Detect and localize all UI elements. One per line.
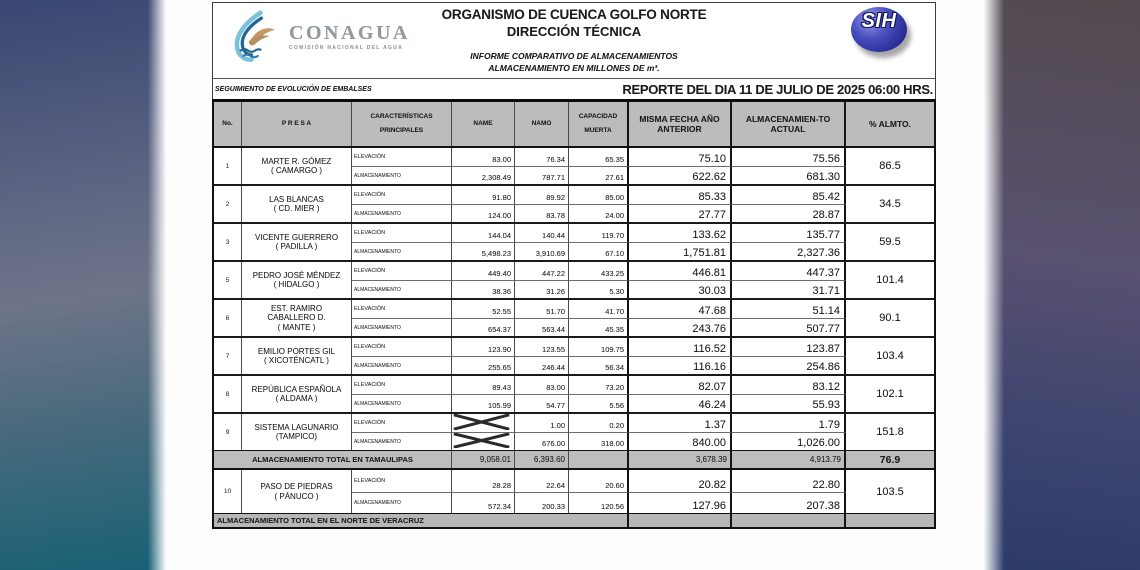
value-name: 144.04: [452, 224, 515, 242]
col-header-name: NAME: [452, 102, 515, 146]
value-namo: 787.71: [515, 166, 569, 184]
total-veracruz-pct: [846, 514, 934, 527]
value-prev: 116.16: [629, 356, 732, 374]
value-namo: 89.92: [515, 186, 569, 204]
value-name: 89.43: [452, 376, 515, 394]
value-namo: 51.70: [515, 300, 569, 318]
conagua-brand-text: CONAGUA: [289, 22, 410, 44]
presa-name: PASO DE PIEDRAS ( PÁNUCO ): [242, 470, 352, 513]
value-prev: 82.07: [629, 376, 732, 394]
total-row-tamaulipas: [214, 450, 934, 470]
row-number: 2: [214, 186, 242, 222]
value-namo: 1.00: [515, 414, 569, 432]
row-number: 7: [214, 338, 242, 374]
report-units: ALMACENAMIENTO EN MILLONES DE m³.: [488, 63, 660, 73]
presa-name: REPÚBLICA ESPAÑOLA ( ALDAMA ): [242, 376, 352, 412]
value-namo: 246.44: [515, 356, 569, 374]
row-type-label: ALMACENAMIENTO: [352, 280, 452, 298]
value-namo: 200.33: [515, 492, 569, 514]
row-type-label: ALMACENAMIENTO: [352, 204, 452, 222]
col-header-misma-line2: ANTERIOR: [657, 124, 702, 134]
storage-table: [212, 99, 936, 529]
table-body-veracruz: [214, 470, 934, 513]
value-act: 2,327.36: [732, 242, 846, 260]
value-namo: 76.34: [515, 148, 569, 166]
value-namo: 3,910.69: [515, 242, 569, 260]
value-cap: 119.70: [569, 224, 629, 242]
presa-row: [214, 300, 934, 338]
value-prev: 243.76: [629, 318, 732, 336]
col-header-misma-line1: MISMA FECHA AÑO: [639, 114, 720, 124]
value-namo: 31.26: [515, 280, 569, 298]
value-act: 681.30: [732, 166, 846, 184]
col-header-capacidad-muerta: [569, 102, 629, 146]
value-namo: 563.44: [515, 318, 569, 336]
crossed-cell: [452, 432, 515, 450]
value-namo: 140.44: [515, 224, 569, 242]
presa-name: VICENTE GUERRERO ( PADILLA ): [242, 224, 352, 260]
value-cap: 120.56: [569, 492, 629, 514]
value-name: 52.55: [452, 300, 515, 318]
conagua-logo: [229, 8, 410, 66]
value-name: 83.00: [452, 148, 515, 166]
value-cap: 0.20: [569, 414, 629, 432]
value-act: 85.42: [732, 186, 846, 204]
value-cap: 24.00: [569, 204, 629, 222]
blurred-background-right: [982, 0, 1140, 570]
presa-name: MARTE R. GÓMEZ ( CAMARGO ): [242, 148, 352, 184]
value-cap: 85.00: [569, 186, 629, 204]
presa-row: [214, 376, 934, 414]
value-cap: 109.75: [569, 338, 629, 356]
col-header-presa: P R E S A: [242, 102, 352, 146]
value-cap: 45.35: [569, 318, 629, 336]
value-act: 51.14: [732, 300, 846, 318]
row-type-label: ALMACENAMIENTO: [352, 394, 452, 412]
row-type-label: ALMACENAMIENTO: [352, 166, 452, 184]
value-act: 507.77: [732, 318, 846, 336]
value-namo: 676.00: [515, 432, 569, 450]
col-header-caracteristicas: [352, 102, 452, 146]
total-tamaulipas-namo: 6,393.60: [515, 451, 569, 468]
value-name: 105.99: [452, 394, 515, 412]
value-name: 124.00: [452, 204, 515, 222]
sih-logo: [851, 7, 907, 52]
col-header-capacidad-line1: CAPACIDAD: [578, 113, 618, 120]
col-header-caracteristicas-line1: CARACTERÍSTICAS: [370, 113, 433, 120]
row-type-label: ELEVACIÓN: [352, 300, 452, 318]
row-type-label: ELEVACIÓN: [352, 376, 452, 394]
value-cap: 41.70: [569, 300, 629, 318]
presa-name: EMILIO PORTES GIL ( XICOTÉNCATL ): [242, 338, 352, 374]
value-act: 1,026.00: [732, 432, 846, 450]
pct-value: 102.1: [876, 388, 904, 400]
total-tamaulipas-name: 9,058.01: [452, 451, 515, 468]
pct-value: 103.4: [876, 350, 904, 362]
row-type-label: ELEVACIÓN: [352, 414, 452, 432]
total-tamaulipas-actual: 4,913.79: [732, 451, 846, 468]
presa-row: [214, 186, 934, 224]
presa-name: EST. RAMIRO CABALLERO D. ( MANTE ): [242, 300, 352, 336]
col-header-actual-line1: ALMACENAMIEN-TO: [745, 114, 831, 124]
value-namo: 83.78: [515, 204, 569, 222]
value-name: 654.37: [452, 318, 515, 336]
blurred-background-left: [0, 0, 168, 570]
col-header-namo: NAMO: [515, 102, 569, 146]
value-name: 38.36: [452, 280, 515, 298]
value-namo: 22.64: [515, 470, 569, 492]
value-act: 207.38: [732, 492, 846, 514]
table-body: [214, 148, 934, 450]
value-act: 31.71: [732, 280, 846, 298]
value-prev: 446.81: [629, 262, 732, 280]
presa-name: PEDRO JOSÉ MÉNDEZ ( HIDALGO ): [242, 262, 352, 298]
row-type-label: ALMACENAMIENTO: [352, 318, 452, 336]
value-act: 28.87: [732, 204, 846, 222]
value-prev: 20.82: [629, 470, 732, 492]
row-number: 1: [214, 148, 242, 184]
masthead: [213, 3, 935, 78]
value-act: 55.93: [732, 394, 846, 412]
value-prev: 85.33: [629, 186, 732, 204]
report-kind: INFORME COMPARATIVO DE ALMACENAMIENTOS: [470, 51, 678, 61]
row-number: 6: [214, 300, 242, 336]
value-act: 1.79: [732, 414, 846, 432]
row-type-label: ALMACENAMIENTO: [352, 492, 452, 514]
value-name: 255.65: [452, 356, 515, 374]
total-veracruz-label: ALMACENAMIENTO TOTAL EN EL NORTE DE VERACRUZ: [214, 514, 629, 527]
value-prev: 840.00: [629, 432, 732, 450]
value-namo: 83.00: [515, 376, 569, 394]
value-name: 449.40: [452, 262, 515, 280]
sih-label: SIH: [861, 10, 897, 32]
row-type-label: ALMACENAMIENTO: [352, 356, 452, 374]
total-tamaulipas-label: ALMACENAMIENTO TOTAL EN TAMAULIPAS: [214, 451, 452, 468]
conagua-tagline: COMISIÓN NACIONAL DEL AGUA: [289, 45, 403, 51]
presa-row: [214, 148, 934, 186]
presa-row: [214, 224, 934, 262]
value-act: 135.77: [732, 224, 846, 242]
value-namo: 447.22: [515, 262, 569, 280]
row-type-label: ELEVACIÓN: [352, 186, 452, 204]
presa-row: [214, 262, 934, 300]
total-tamaulipas-prev: 3,678.39: [629, 451, 732, 468]
row-number: 8: [214, 376, 242, 412]
org-subtitle: DIRECCIÓN TÉCNICA: [506, 24, 642, 39]
col-header-no: No.: [214, 102, 242, 146]
value-name: 28.28: [452, 470, 515, 492]
row-type-label: ELEVACIÓN: [352, 148, 452, 166]
pct-value: 34.5: [879, 198, 901, 210]
value-cap: 27.61: [569, 166, 629, 184]
total-veracruz-prev: [629, 514, 732, 527]
value-prev: 46.24: [629, 394, 732, 412]
value-name: 5,498.23: [452, 242, 515, 260]
col-header-pct-almto: % ALMTO.: [868, 119, 912, 129]
water-drop-eagle-icon: [229, 8, 283, 66]
value-prev: 127.96: [629, 492, 732, 514]
col-header-capacidad-line2: MUERTA: [584, 127, 612, 134]
presa-name: SISTEMA LAGUNARIO (TAMPICO): [242, 414, 352, 450]
value-cap: 433.25: [569, 262, 629, 280]
pct-value: 101.4: [876, 274, 904, 286]
value-prev: 1,751.81: [629, 242, 732, 260]
value-name: 91.80: [452, 186, 515, 204]
document-header: [212, 2, 936, 99]
value-act: 22.80: [732, 470, 846, 492]
pct-value: 90.1: [879, 312, 901, 324]
total-veracruz-actual: [732, 514, 846, 527]
value-namo: 123.55: [515, 338, 569, 356]
value-cap: 318.00: [569, 432, 629, 450]
row-type-label: ELEVACIÓN: [352, 224, 452, 242]
value-cap: 20.60: [569, 470, 629, 492]
row-type-label: ELEVACIÓN: [352, 338, 452, 356]
value-prev: 75.10: [629, 148, 732, 166]
pct-value: 59.5: [879, 236, 901, 248]
value-prev: 27.77: [629, 204, 732, 222]
row-number: 10: [214, 470, 242, 513]
value-cap: 56.34: [569, 356, 629, 374]
value-prev: 1.37: [629, 414, 732, 432]
value-name: 2,308.49: [452, 166, 515, 184]
col-header-actual-line2: ACTUAL: [770, 124, 806, 134]
value-act: 254.86: [732, 356, 846, 374]
col-header-almacenamiento-actual: [732, 102, 846, 146]
value-cap: 65.35: [569, 148, 629, 166]
col-header-caracteristicas-line2: PRINCIPALES: [379, 127, 424, 134]
value-cap: 73.20: [569, 376, 629, 394]
value-prev: 47.68: [629, 300, 732, 318]
row-number: 3: [214, 224, 242, 260]
value-act: 83.12: [732, 376, 846, 394]
value-act: 123.87: [732, 338, 846, 356]
row-type-label: ALMACENAMIENTO: [352, 432, 452, 450]
crossed-cell: [452, 414, 515, 432]
report-date: REPORTE DEL DIA 11 DE JULIO DE 2025 06:00 HRS.: [622, 81, 933, 97]
presa-row: [214, 414, 934, 450]
col-header-misma-fecha: [629, 102, 732, 146]
row-number: 5: [214, 262, 242, 298]
value-prev: 116.52: [629, 338, 732, 356]
value-act: 75.56: [732, 148, 846, 166]
pct-value: 103.5: [876, 485, 904, 498]
presa-row: [214, 338, 934, 376]
pct-value: 151.8: [876, 426, 904, 438]
value-prev: 133.62: [629, 224, 732, 242]
report-bar: [213, 78, 935, 99]
value-prev: 622.62: [629, 166, 732, 184]
row-type-label: ELEVACIÓN: [352, 470, 452, 492]
value-act: 447.37: [732, 262, 846, 280]
conagua-wordmark: [289, 23, 410, 51]
value-name: 572.34: [452, 492, 515, 514]
pct-value: 86.5: [879, 160, 901, 172]
total-tamaulipas-pct: 76.9: [879, 453, 901, 466]
report-document: [212, 2, 936, 529]
table-header-row: [214, 102, 934, 148]
value-cap: 67.10: [569, 242, 629, 260]
value-name: 123.90: [452, 338, 515, 356]
row-type-label: ALMACENAMIENTO: [352, 242, 452, 260]
value-namo: 54.77: [515, 394, 569, 412]
value-cap: 5.56: [569, 394, 629, 412]
total-row-veracruz: [214, 513, 934, 527]
total-tamaulipas-cap: [569, 451, 629, 468]
org-title: ORGANISMO DE CUENCA GOLFO NORTE: [441, 7, 707, 22]
presa-name: LAS BLANCAS ( CD. MIER ): [242, 186, 352, 222]
value-cap: 5.30: [569, 280, 629, 298]
tracking-caption: SEGUIMIENTO DE EVOLUCIÓN DE EMBALSES: [215, 85, 372, 93]
row-number: 9: [214, 414, 242, 450]
value-prev: 30.03: [629, 280, 732, 298]
row-type-label: ELEVACIÓN: [352, 262, 452, 280]
presa-row: [214, 470, 934, 513]
